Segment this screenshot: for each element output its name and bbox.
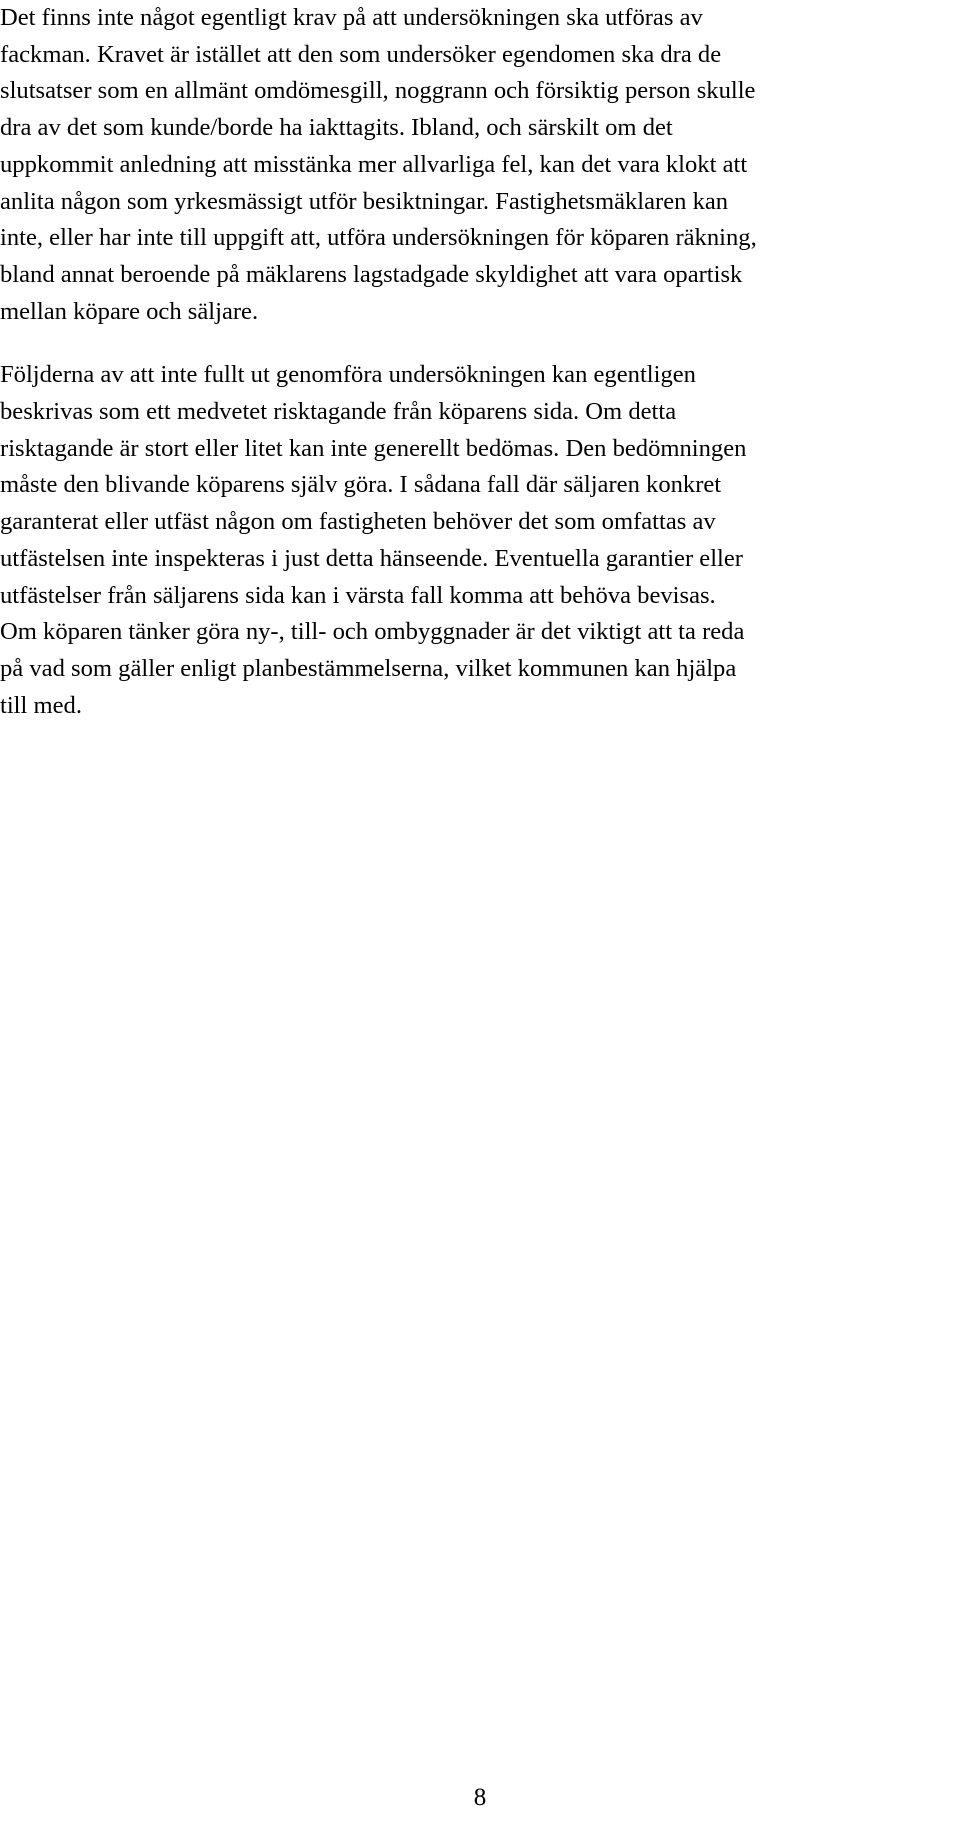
text-line: risktagande är stort eller litet kan inte generellt bedömas. Den bedömningen (0, 434, 747, 462)
body-text (0, 0, 952, 724)
text-line: inte, eller har inte till uppgift att, utföra undersökningen för köparen räkning, (0, 224, 757, 252)
page-number: 8 (473, 1784, 487, 1811)
text-line: till med. (0, 691, 82, 719)
text-line: på vad som gäller enligt planbestämmelserna, vilket kommunen kan hjälpa (0, 654, 737, 682)
text-line: bland annat beroende på mäklarens lagstadgade skyldighet att vara opartisk (0, 260, 743, 288)
paragraph-2 (0, 357, 952, 724)
text-line: garanterat eller utfäst någon om fastigheten behöver det som omfattas av (0, 508, 716, 536)
text-line: fackman. Kravet är istället att den som undersöker egendomen ska dra de (0, 40, 722, 68)
text-line: uppkommit anledning att misstänka mer allvarliga fel, kan det vara klokt att (0, 150, 748, 178)
text-line: Om köparen tänker göra ny-, till- och ombyggnader är det viktigt att ta reda (0, 618, 745, 646)
text-line: anlita någon som yrkesmässigt utför besiktningar. Fastighetsmäklaren kan (0, 187, 729, 215)
text-line: slutsatser som en allmänt omdömesgill, noggrann och försiktig person skulle (0, 77, 756, 105)
text-line: dra av det som kunde/borde ha iakttagits. Ibland, och särskilt om det (0, 114, 673, 142)
text-line: beskrivas som ett medvetet risktagande från köparens sida. Om detta (0, 398, 677, 426)
text-line: Det finns inte något egentligt krav på att undersökningen ska utföras av (0, 4, 703, 31)
text-line: Följderna av att inte fullt ut genomföra undersökningen kan egentligen (0, 361, 696, 389)
paragraph-1 (0, 0, 952, 330)
text-line: måste den blivande köparens själv göra. I sådana fall där säljaren konkret (0, 471, 722, 499)
text-line: utfästelser från säljarens sida kan i värsta fall komma att behöva bevisas. (0, 581, 716, 609)
text-line: utfästelsen inte inspekteras i just detta hänseende. Eventuella garantier eller (0, 544, 743, 572)
text-line: mellan köpare och säljare. (0, 297, 259, 325)
